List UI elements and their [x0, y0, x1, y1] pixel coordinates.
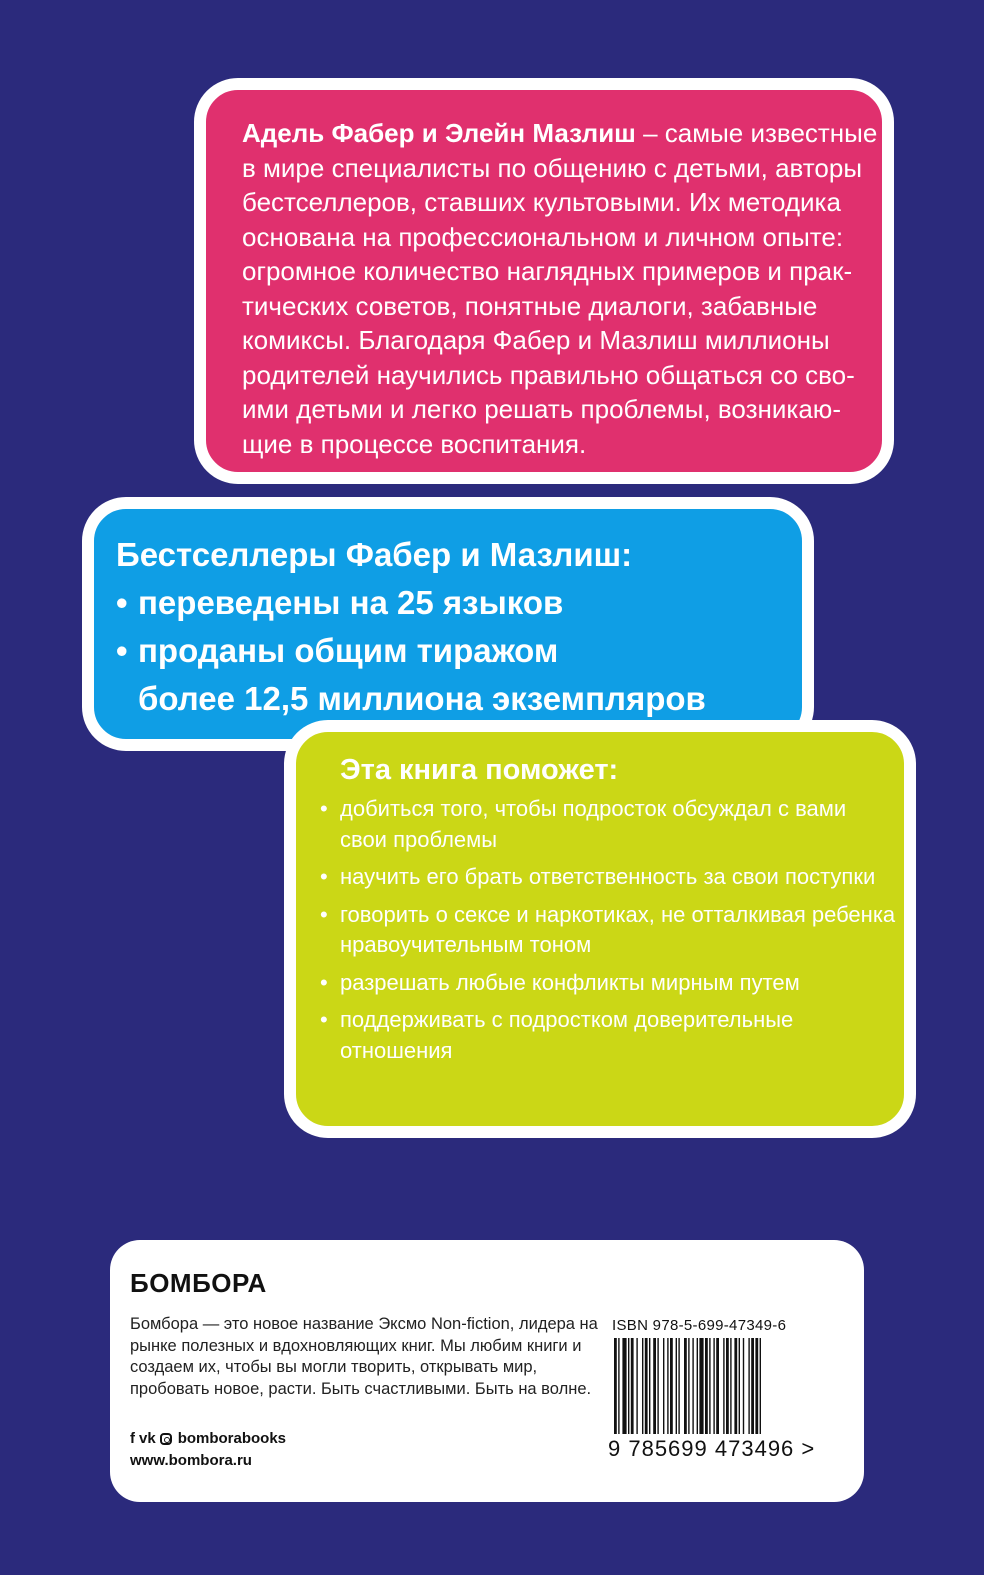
authors-names: Адель Фабер и Элейн Мазлиш	[242, 118, 636, 148]
benefit-item-text: разрешать любые конфликты мирным путем	[340, 969, 800, 995]
authors-card	[194, 78, 894, 484]
bullet-icon: •	[320, 796, 328, 821]
authors-description	[242, 116, 882, 461]
benefit-item	[318, 1005, 898, 1066]
benefit-item	[318, 968, 898, 999]
bullet-icon: •	[320, 969, 328, 995]
bullet-icon: •	[320, 864, 328, 889]
benefit-item-text: добиться того, чтобы подросток обсуждал с вами свои проблемы	[340, 796, 847, 852]
benefit-item-text: поддерживать с подростком доверительные отношения	[340, 1007, 794, 1063]
instagram-icon[interactable]	[160, 1433, 172, 1445]
benefits-content	[318, 750, 898, 1073]
isbn-label: ISBN 978-5-699-47349-6	[612, 1317, 787, 1334]
bullet-icon: •	[320, 901, 328, 927]
bullet-icon: •	[320, 1007, 328, 1032]
facebook-icon[interactable]: f	[130, 1430, 135, 1447]
publisher-website[interactable]: www.bombora.ru	[130, 1452, 252, 1469]
bestseller-item	[116, 627, 806, 675]
vk-icon[interactable]: vk	[139, 1430, 156, 1447]
bestseller-item-text: проданы общим тиражом	[138, 632, 559, 669]
bestsellers-card	[82, 497, 814, 751]
social-handle[interactable]: bomborabooks	[177, 1430, 287, 1447]
publisher-description: Бомбора — это новое название Эксмо Non-fiction, лидера на рынке полезных и вдохновляющих книг. Мы любим книги и создаем их, чтобы вы могли творить, открывать мир, пробовать новое, расти. Быть счастливыми. Быть на волне.	[130, 1315, 598, 1398]
barcode-digits: 9 785699 473496 >	[608, 1436, 816, 1461]
bestsellers-title: Бестселлеры Фабер и Мазлиш:	[116, 536, 633, 573]
benefit-item	[318, 862, 898, 893]
bestseller-item-continuation: более 12,5 миллиона экземпляров	[138, 680, 706, 717]
benefit-item	[318, 794, 898, 855]
authors-text: – самые известные в мире специалисты по общению с детьми, авторы бестселлеров, ставших культовыми. Их методика основана на профессиональном и личном опыте: огромное количество наглядных примеров и практических советов, понятные диалоги, забавные комиксы. Благодаря Фабер и Мазлиш миллионы родителей научились правильно общаться со своими детьми и легко решать проблемы, возникающие в процессе воспитания.	[242, 118, 878, 459]
benefit-item-text: говорить о сексе и наркотиках, не отталкивая ребенка нравоучительным тоном	[340, 901, 896, 957]
benefit-item-text: научить его брать ответственность за свои поступки	[340, 864, 876, 889]
benefit-item	[318, 900, 898, 961]
bullet-icon: •	[116, 632, 128, 669]
benefits-title: Эта книга поможет:	[340, 754, 619, 786]
bestsellers-content	[116, 531, 806, 723]
benefits-card	[284, 720, 916, 1138]
social-links	[130, 1430, 286, 1447]
bestseller-item	[116, 579, 806, 627]
barcode	[612, 1338, 834, 1434]
bestseller-item-text: переведены на 25 языков	[138, 584, 564, 621]
publisher-panel	[110, 1240, 864, 1502]
publisher-logo: БОМБОРА	[130, 1268, 267, 1298]
bullet-icon: •	[116, 584, 128, 621]
